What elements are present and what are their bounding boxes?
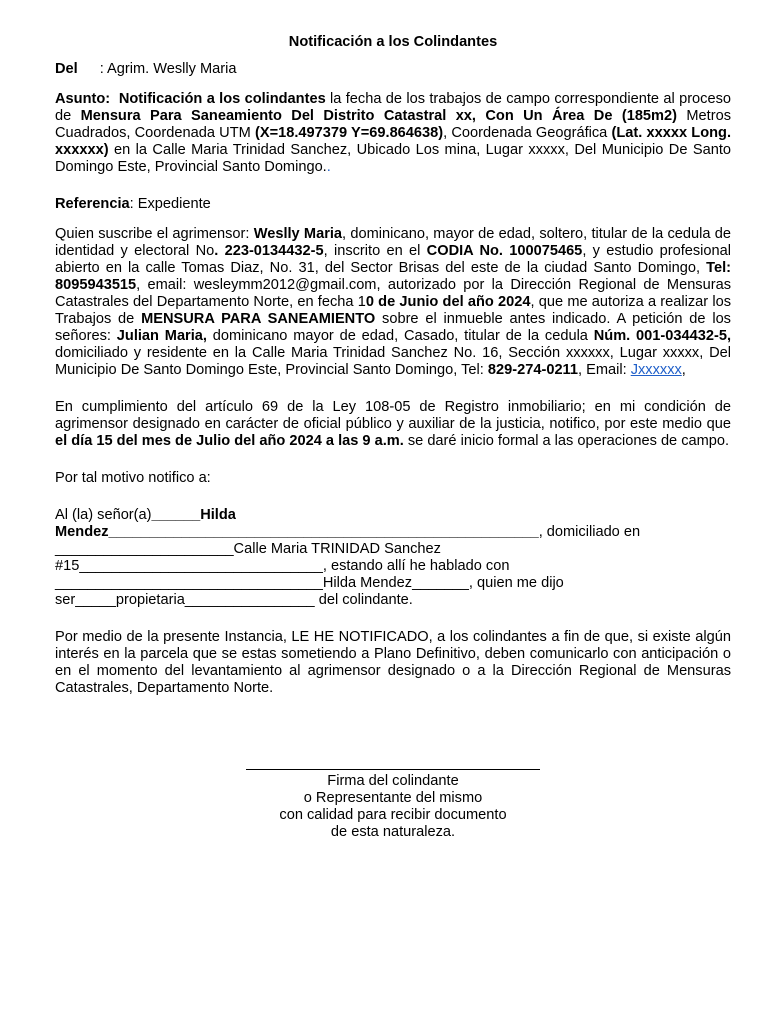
- signature-caption-1: Firma del colindante: [327, 773, 459, 789]
- signature-block: [246, 769, 540, 841]
- instancia-paragraph: Por medio de la presente Instancia, LE HE NOTIFICADO, a los colindantes a fin de que, si existe algún interés en la parcela que se estas sometiendo a Plano Definitivo, deben comunicarlo con anticipación o en el momento del levantamiento al agrimensor designado o a la Dirección Regional de Mensuras Catastrales, Departamento Norte.: [55, 629, 731, 696]
- asunto-label: Asunto:: [55, 91, 111, 107]
- quien-text: , Email:: [577, 362, 631, 378]
- requester-cedula: Núm. 001-034432-5,: [593, 328, 731, 344]
- motivo-line: Por tal motivo notifico a:: [55, 470, 211, 486]
- recipient-label: Al (la) señor(a): [55, 507, 152, 523]
- quien-text: , inscrito en el: [323, 243, 427, 259]
- geo-coordinates: (Lat. xxxxx Long. xxxxxx): [55, 125, 731, 158]
- referencia-value: : Expediente: [129, 196, 211, 212]
- recipient-line-3: ______________________Calle Maria TRINIDAD Sanchez: [55, 541, 441, 557]
- surveyor-cedula: . 223-0134432-5: [214, 243, 324, 259]
- cumplimiento-text: En cumplimiento del artículo 69 de la Ley 108-05 de Registro inmobiliario; en mi condición de agrimensor designado en carácter de oficial público y auxiliar de la justicia, notifico, por este medio que: [55, 399, 731, 432]
- email-link[interactable]: Jxxxxxx: [630, 362, 682, 378]
- signature-caption-4: de esta naturaleza.: [330, 824, 456, 840]
- recipient-text: , domiciliado en: [538, 524, 641, 540]
- signature-line: [246, 769, 540, 770]
- asunto-text: Metros Cuadrados, Coordenada UTM: [55, 108, 732, 141]
- quien-text: dominicano mayor de edad, Casado, titular de la cedula: [206, 328, 594, 344]
- asunto-bold: Mensura Para Saneamiento Del Distrito Catastral xx, Con Un Área De (185m2): [80, 108, 678, 124]
- signature-caption-2: o Representante del mismo: [303, 790, 483, 806]
- asunto-paragraph: [55, 91, 731, 176]
- page-title: Notificación a los Colindantes: [288, 34, 498, 50]
- document-body: [55, 34, 731, 697]
- signature-caption-3: con calidad para recibir documento: [279, 807, 507, 823]
- recipient-line-5: _________________________________Hilda Mendez_______, quien me dijo: [55, 575, 564, 591]
- requester-name: Julian Maria,: [116, 328, 207, 344]
- recipient-line-6: ser_____propietaria________________ del colindante.: [55, 592, 413, 608]
- quien-text: , dominicano, mayor de edad, soltero, titular de la cedula de identidad y electoral No: [55, 226, 731, 259]
- recipient-line-2: [55, 524, 731, 541]
- asunto-heading: Notificación a los colindantes: [118, 91, 326, 107]
- codia-number: CODIA No. 100075465: [426, 243, 583, 259]
- quien-paragraph: [55, 226, 731, 379]
- quien-text: , y estudio profesional abierto en la calle Tomas Diaz, No. 31, del Sector Brisas del este de la ciudad Santo Domingo,: [55, 243, 732, 276]
- surveyor-phone: Tel: 8095943515: [55, 260, 731, 293]
- asunto-text: la fecha de los trabajos de campo correspondiente al proceso de: [55, 91, 731, 124]
- del-line: [55, 61, 731, 78]
- fieldwork-date: el día 15 del mes de Julio del año 2024 a las 9 a.m.: [55, 433, 404, 449]
- referencia-line: [55, 196, 731, 213]
- quien-text: ,: [681, 362, 686, 378]
- recipient-block: [55, 507, 731, 609]
- recipient-line-1: [55, 507, 731, 524]
- quien-text: domiciliado y residente en la Calle Maria Trinidad Sanchez No. 16, Sección xxxxxx, Lugar xxxxx, Del Municipio De Santo Domingo Este, Provincial Santo Domingo, Tel:: [55, 345, 731, 378]
- recipient-line-4: #15______________________________, estando allí he hablado con: [55, 558, 510, 574]
- asunto-text: , Coordenada Geográfica: [443, 125, 612, 141]
- surveyor-name: Weslly Maria: [253, 226, 343, 242]
- quien-text: sobre el inmueble antes indicado. A petición de los señores:: [55, 311, 731, 344]
- requester-phone: 829-274-0211: [487, 362, 578, 378]
- cumplimiento-paragraph: [55, 399, 731, 450]
- referencia-label: Referencia: [55, 196, 130, 212]
- recipient-surname: Mendez_____________________________________________________: [55, 524, 539, 540]
- recipient-name: ______Hilda: [151, 507, 236, 523]
- cumplimiento-text: se daré inicio formal a las operaciones de campo.: [403, 433, 730, 449]
- asunto-text: en la Calle Maria Trinidad Sanchez, Ubicado Los mina, Lugar xxxxx, Del Municipio De Santo Domingo Este, Provincial Santo Domingo.: [55, 142, 731, 175]
- mensura-type: MENSURA PARA SANEAMIENTO: [141, 311, 376, 327]
- quien-text: , email: wesleymm2012@gmail.com, autorizado por la Dirección Regional de Mensuras Catastrales del Departamento Norte, en fecha 1: [55, 277, 731, 310]
- del-label: Del: [55, 61, 78, 77]
- authorization-date: 0 de Junio del año 2024: [365, 294, 531, 310]
- asunto-text: .: [326, 159, 331, 175]
- quien-text: , que me autoriza a realizar los Trabajos de: [55, 294, 731, 327]
- utm-coordinates: (X=18.497379 Y=69.864638): [254, 125, 444, 141]
- quien-text: Quien suscribe el agrimensor:: [55, 226, 254, 242]
- del-value: : Agrim. Weslly Maria: [99, 61, 237, 77]
